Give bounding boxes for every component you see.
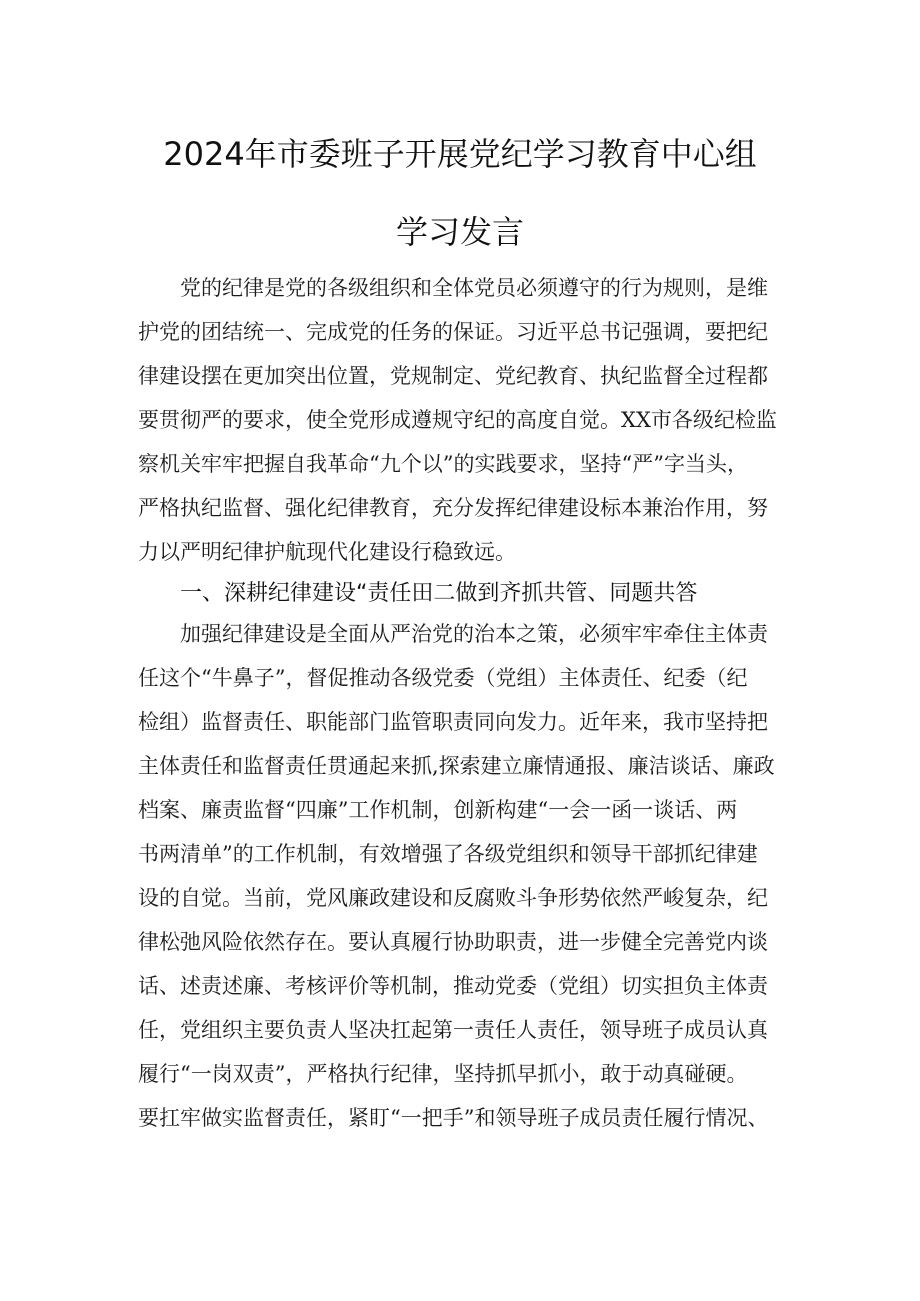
paragraph-line: 力以严明纪律护航现代化建设行稳致远。 — [138, 540, 516, 564]
paragraph-line: 设的自觉。当前，党风廉政建设和反腐败斗争形势依然严峻复杂，纪 — [138, 886, 768, 910]
paragraph-section-1 — [138, 612, 798, 1140]
paragraph-line: 律建设摆在更加突出位置，党规制定、党纪教育、执纪监督全过程都 — [138, 364, 768, 388]
paragraph-line: 要贯彻严的要求，使全党形成遵规守纪的高度自觉。XX市各级纪检监 — [138, 408, 777, 432]
paragraph-line: 党的纪律是党的各级组织和全体党员必须遵守的行为规则，是维 — [180, 276, 768, 300]
paragraph-line: 严格执纪监督、强化纪律教育，充分发挥纪律建设标本兼治作用，努 — [138, 496, 768, 520]
paragraph-line: 履行“一岗双责”，严格执行纪律，坚持抓早抓小，敢于动真碰硬。 — [138, 1062, 748, 1086]
section-heading-1: 一、深耕纪律建设“责任田二做到齐抓共管、同题共答 — [180, 581, 698, 606]
paragraph-line: 档案、廉责监督“四廉”工作机制，创新构建“一会一函一谈话、两 — [138, 798, 738, 822]
paragraph-line: 律松弛风险依然存在。要认真履行协助职责，进一步健全完善党内谈 — [138, 930, 768, 954]
paragraph-line: 主体责任和监督责任贯通起来抓,探索建立廉情通报、廉洁谈话、廉政 — [138, 754, 775, 778]
document-title-line-2: 学习发言 — [395, 213, 524, 251]
paragraph-line: 书两清单”的工作机制，有效增强了各级党组织和领导干部抓纪律建 — [138, 842, 758, 866]
paragraph-line: 要扛牢做实监督责任，紧盯“一把手”和领导班子成员责任履行情况、 — [138, 1106, 769, 1130]
document-title-line-1: 2024年市委班子开展党纪学习教育中心组 — [163, 135, 757, 173]
paragraph-line: 察机关牢牢把握自我革命“九个以”的实践要求，坚持“严”字当头， — [138, 452, 748, 476]
paragraph-line: 话、述责述廉、考核评价等机制，推动党委（党组）切实担负主体责 — [138, 974, 768, 998]
paragraph-intro — [138, 266, 798, 574]
paragraph-line: 任这个“牛鼻子”，督促推动各级党委（党组）主体责任、纪委（纪 — [138, 666, 748, 690]
paragraph-line: 检组）监督责任、职能部门监管职责同向发力。近年来，我市坚持把 — [138, 710, 768, 734]
paragraph-line: 护党的团结统一、完成党的任务的保证。习近平总书记强调，要把纪 — [138, 320, 768, 344]
paragraph-line: 任，党组织主要负责人坚决扛起第一责任人责任，领导班子成员认真 — [138, 1018, 768, 1042]
paragraph-line: 加强纪律建设是全面从严治党的治本之策，必须牢牢牵住主体责 — [180, 622, 768, 646]
